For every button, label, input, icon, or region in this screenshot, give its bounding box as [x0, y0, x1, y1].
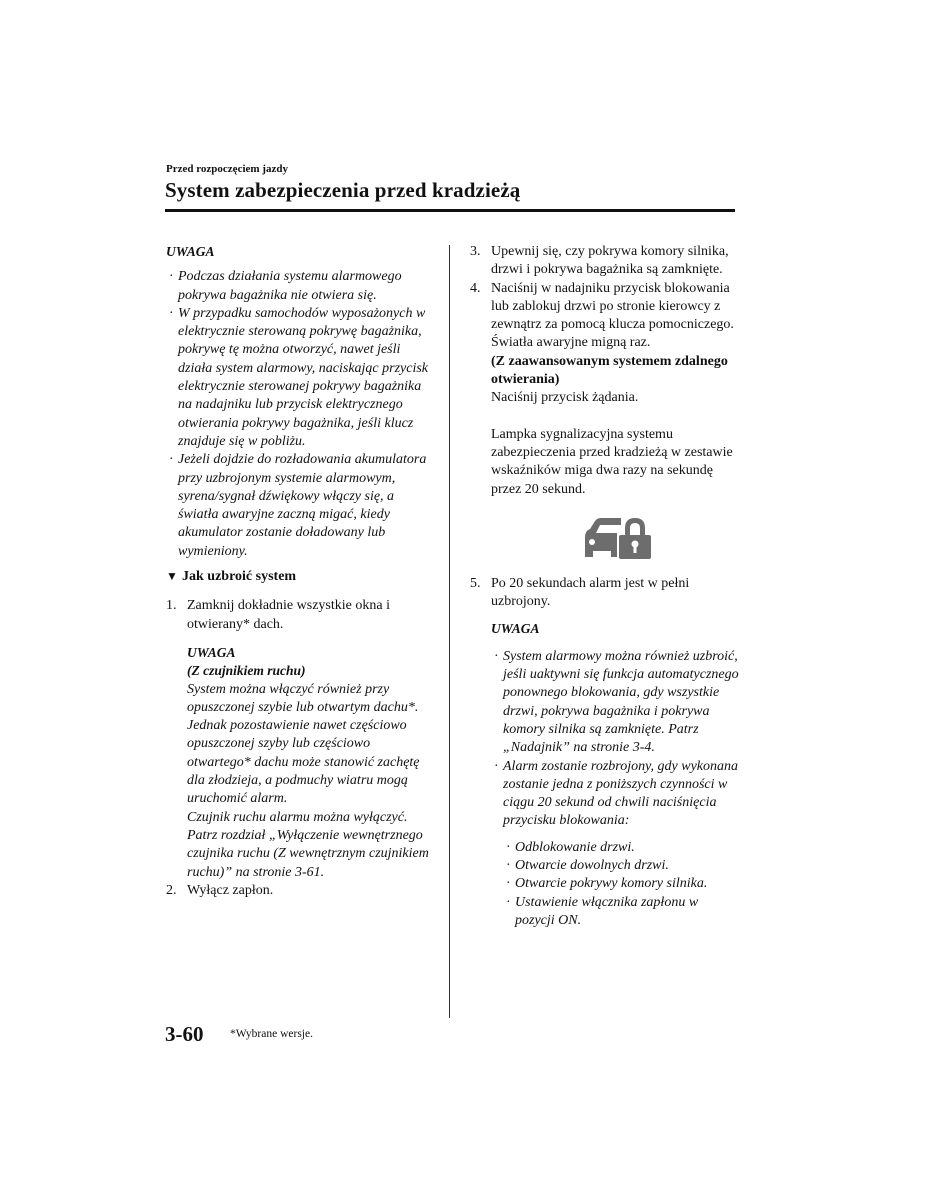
- sub-bullets: [491, 839, 740, 930]
- note-bullet: · System alarmowy można również uzbroić, jeśli uaktywni się funkcja automatycznego ponownego blokowania, gdy wszystkie drzwi, pokrywa bagażnika i pokrywa komory silnika są zamknięte. Patrz „Nadajnik” na stronie 3-4.: [494, 648, 739, 756]
- sub-bullet: · Otwarcie dowolnych drzwi.: [506, 858, 669, 874]
- note-bullet: · Jeżeli dojdzie do rozładowania akumulatora przy uzbrojonym systemie alarmowym, syrena/sygnał dźwiękowy włączy się, a światła awaryjne zaczną migać, kiedy akumulator zostanie doładowany lub wymieniony.: [169, 452, 427, 559]
- step-5: 5. Po 20 sekundach alarm jest w pełni uzbrojony.: [470, 575, 690, 610]
- breadcrumb: Przed rozpoczęciem jazdy: [166, 163, 288, 175]
- note-bullet: · W przypadku samochodów wyposażonych w elektrycznie sterowaną pokrywę bagażnika, pokrywę tę można otworzyć, nawet jeśli działa system alarmowy, naciskając przycisk elektrycznie sterowanej pokrywy bagażnika na nadajniku lub przycisk elektrycznego otwierania pokrywy bagażnika, jeśli klucz znajduje się w pobliżu.: [169, 305, 429, 449]
- step-4: 4. Naciśnij w nadajniku przycisk blokowania lub zablokuj drzwi po stronie kierowcy z zewnątrz za pomocą klucza pomocniczego. Światła awaryjne migną raz. (Z zaawansowanym systemem zdalnego otwierania) Naciśnij przycisk żądania. Lampka sygnalizacyjna systemu zabezpieczenia przed kradzieżą w zestawie wskaźników miga dwa razy na sekundę przez 20 sekund.: [470, 280, 734, 497]
- note-bullet: · Alarm zostanie rozbrojony, gdy wykonana zostanie jedna z poniższych czynności w ciągu 20 sekund od chwili naciśnięcia przycisku blokowania:: [494, 758, 739, 829]
- security-indicator-icon: [581, 513, 651, 561]
- right-note: UWAGA · System alarmowy można również uzbroić, jeśli uaktywni się funkcja automatycznego ponownego blokowania, gdy wszystkie drzwi, pokrywa bagażnika i pokrywa komory silnika są zamknięte. Patrz „Nadajnik” na stronie 3-4. · Alarm zostanie rozbrojony, gdy wykonana zostanie jedna z poniższych czynności w ciągu 20 sekund od chwili naciśnięcia przycisku blokowania: · Odblokowanie drzwi. · Otwarcie dowolnych drzwi. · Otwarcie pokrywy komory silnika. · Ustawienie włącznika zapłonu w pozycji ON.: [470, 620, 740, 930]
- security-indicator: [470, 513, 740, 561]
- section-heading: ▼ Jak uzbroić system: [166, 569, 297, 585]
- page-number: 3-60: [165, 1022, 204, 1046]
- inner-note: UWAGA (Z czujnikiem ruchu) System można włączyć również przy opuszczonej szybie lub otwartym dachu*. Jednak pozostawienie nawet częściowo opuszczonej szyby lub częściowo otwartego* dachu może stanowić zachętę dla złodzieja, a podmuchy wiatru mogą uruchomić alarm. Czujnik ruchu alarmu można wyłączyć. Patrz rozdział „Wyłączenie wewnętrznego czujnika ruchu (Z wewnętrznym czujnikiem ruchu)” na stronie 3-61.: [187, 644, 429, 880]
- note-bullets: [166, 268, 436, 561]
- sub-bullet: · Odblokowanie drzwi.: [506, 839, 635, 855]
- sub-bullet: · Otwarcie pokrywy komory silnika.: [506, 876, 708, 892]
- step-3: 3. Upewnij się, czy pokrywa komory silnika, drzwi i pokrywa bagażnika są zamknięte.: [470, 244, 729, 278]
- left-column: [166, 243, 436, 900]
- step-2: 2. Wyłącz zapłon.: [166, 882, 274, 898]
- title-rule: [165, 209, 735, 212]
- right-column: [470, 243, 740, 930]
- column-divider: [449, 245, 450, 1018]
- page-title: System zabezpieczenia przed kradzieżą: [165, 178, 521, 202]
- note-bullet: · Podczas działania systemu alarmowego pokrywa bagażnika nie otwiera się.: [169, 269, 402, 303]
- sub-bullet: · Ustawienie włącznika zapłonu w pozycji ON.: [506, 894, 699, 928]
- step-1: 1. Zamknij dokładnie wszystkie okna i otwierany* dach.: [166, 598, 390, 632]
- footnote: *Wybrane wersje.: [230, 1028, 313, 1040]
- triangle-down-icon: ▼: [166, 569, 178, 584]
- note-label: UWAGA: [166, 244, 215, 259]
